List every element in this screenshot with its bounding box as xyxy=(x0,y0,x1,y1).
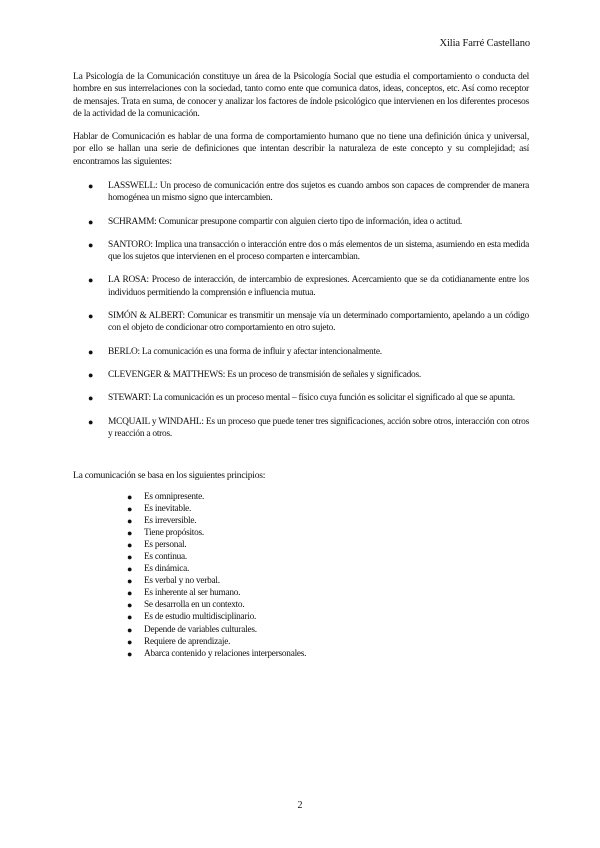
page-number: 2 xyxy=(297,800,303,811)
principle-item: ● Se desarrolla en un contexto. xyxy=(127,600,245,611)
principle-item: ● Requiere de aprendizaje. xyxy=(127,636,231,647)
principle-item: ● Es inherente al ser humano. xyxy=(127,588,241,599)
principles-intro-paragraph: La comunicación se basa en los siguientes principios: xyxy=(73,470,266,481)
bullet-icon: ● xyxy=(127,588,133,599)
definitions-intro-paragraph: Hablar de Comunicación es hablar de una forma de comportamiento humano que no tiene una definición única y universal, por ello se hallan una serie de definiciones que intentan describir la naturaleza de este concepto y su complejidad; así encontramos las siguientes: xyxy=(73,131,529,167)
principle-item: ● Es dinámica. xyxy=(127,564,190,575)
principle-item: ● Es continua. xyxy=(127,552,187,563)
intro-paragraph: La Psicología de la Comunicación constituye un área de la Psicología Social que estudia el comportamiento o conducta del hombre en sus interrelaciones con la sociedad, tanto como ente que comunica datos, ideas, conceptos, etc. Así como receptor de mensajes. Trata en suma, de conocer y analizar los factores de índole psicológico que intervienen en los diferentes procesos de la actividad de la comunicación. xyxy=(73,71,529,119)
bullet-icon: ● xyxy=(127,540,133,551)
definition-item: ● STEWART: La comunicación es un proceso mental – físico cuya función es solicitar el significado al que se apunta. xyxy=(88,393,515,404)
definition-item: ● BERLO: La comunicación es una forma de influir y afectar intencionalmente. xyxy=(88,346,382,357)
principle-item: ● Es verbal y no verbal. xyxy=(127,576,220,587)
definition-item: ● SANTORO: Implica una transacción o interacción entre dos o más elementos de un sistema, asumiendo en esta medida que los sujetos que intervienen en el proceso comparten e intercambian. xyxy=(88,239,529,263)
bullet-icon: ● xyxy=(127,516,133,527)
definition-item: ● CLEVENGER & MATTHEWS: Es un proceso de transmisión de señales y significados. xyxy=(88,369,421,380)
author-name: Xilia Farré Castellano xyxy=(439,38,530,49)
bullet-icon: ● xyxy=(127,552,133,563)
bullet-icon: ● xyxy=(88,416,94,427)
principles-list xyxy=(127,491,427,660)
principle-item: ● Es inevitable. xyxy=(127,504,192,515)
principle-item: ● Es de estudio multidisciplinario. xyxy=(127,612,257,623)
bullet-icon: ● xyxy=(127,648,133,659)
principle-item: ● Es omnipresente. xyxy=(127,492,205,502)
principle-item: ● Depende de variables culturales. xyxy=(127,624,257,635)
bullet-icon: ● xyxy=(127,576,133,587)
principle-item: ● Es personal. xyxy=(127,540,187,551)
bullet-icon: ● xyxy=(127,564,133,575)
definition-item: ● LASSWELL: Un proceso de comunicación entre dos sujetos es cuando ambos son capaces de comprender de manera homogénea un mismo signo que intercambien. xyxy=(88,181,529,204)
definition-item: ● SCHRAMM: Comunicar presupone compartir con alguien cierto tipo de información, idea o actitud. xyxy=(88,216,463,227)
bullet-icon: ● xyxy=(88,275,94,286)
bullet-icon: ● xyxy=(127,600,133,611)
definition-item: ● SIMÓN & ALBERT: Comunicar es transmitir un mensaje vía un determinado comportamiento, apelando a un código con el objeto de condicionar otro comportamiento en otro sujeto. xyxy=(88,311,529,334)
bullet-icon: ● xyxy=(88,181,94,191)
bullet-icon: ● xyxy=(88,311,94,322)
bullet-icon: ● xyxy=(88,369,94,380)
bullet-icon: ● xyxy=(127,504,133,515)
principle-item: ● Abarca contenido y relaciones interpersonales. xyxy=(127,648,307,659)
bullet-icon: ● xyxy=(88,346,94,357)
bullet-icon: ● xyxy=(88,216,94,227)
bullet-icon: ● xyxy=(127,612,133,623)
definition-item: ● LA ROSA: Proceso de interacción, de intercambio de expresiones. Acercamiento que se da cotidianamente entre los individuos permitiendo la comprensión e influencia mutua. xyxy=(88,275,529,298)
definitions-list xyxy=(73,180,529,440)
bullet-icon: ● xyxy=(127,636,133,647)
bullet-icon: ● xyxy=(127,492,133,502)
bullet-icon: ● xyxy=(127,528,133,539)
definition-item: ● MCQUAIL y WINDAHL: Es un proceso que puede tener tres significaciones, acción sobre otros, interacción con otros y reacción a otros. xyxy=(88,416,529,439)
bullet-icon: ● xyxy=(127,624,133,635)
bullet-icon: ● xyxy=(88,239,94,250)
principle-item: ● Tiene propósitos. xyxy=(127,528,204,539)
principle-item: ● Es irreversible. xyxy=(127,516,197,527)
bullet-icon: ● xyxy=(88,393,94,404)
